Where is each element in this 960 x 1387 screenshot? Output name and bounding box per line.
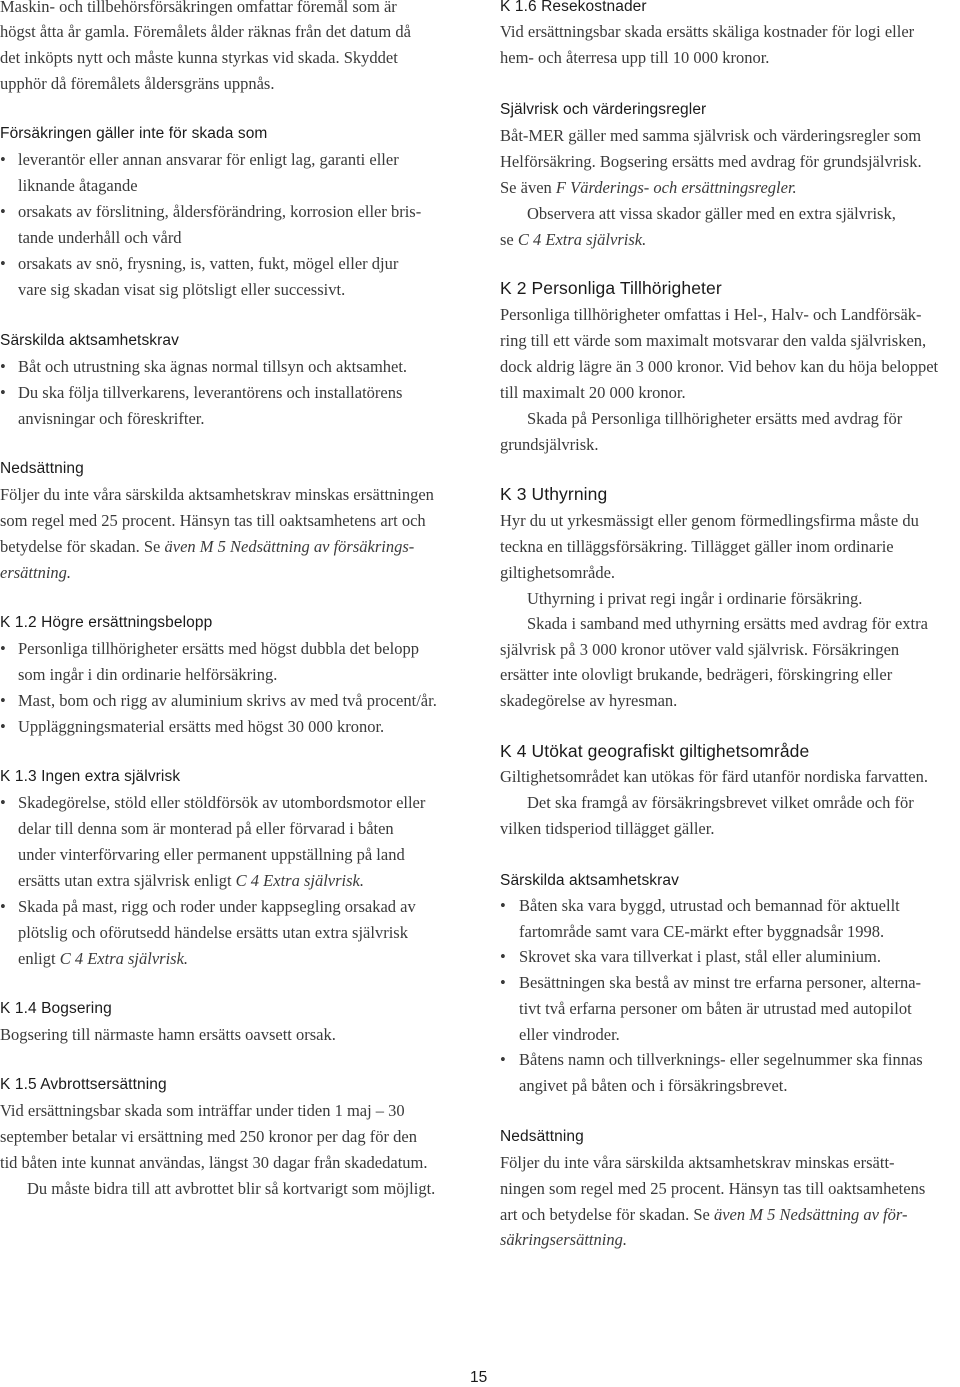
k4-line: Det ska framgå av försäkringsbrevet vilket område och för: [527, 793, 914, 812]
reduction-line: Följer du inte våra särskilda aktsamhetskrav minskas ersätt-: [500, 1153, 895, 1172]
k13-reference: C 4 Extra självrisk.: [235, 871, 364, 890]
deductible-text: Se även: [500, 178, 556, 197]
k13-item-line: Skada på mast, rigg och roder under kappsegling orsakad av: [18, 897, 416, 916]
k16-line: hem- och återresa upp till 10 000 kronor.: [500, 48, 770, 67]
k13-item-line: Skadegörelse, stöld eller stöldförsök av utombordsmotor eller: [18, 793, 426, 812]
bullet: •: [0, 254, 6, 273]
page-number: 15: [470, 1369, 488, 1386]
k13-text: enligt: [18, 949, 60, 968]
reduction-line: Följer du inte våra särskilda aktsamhetskrav minskas ersättningen: [0, 485, 434, 504]
reduction-line: [500, 1205, 907, 1225]
reduction-heading: Nedsättning: [0, 460, 84, 477]
exclusion-item-line: leverantör eller annan ansvarar för enligt lag, garanti eller: [18, 150, 399, 169]
care-item-line: angivet på båten och i försäkringsbrevet.: [519, 1076, 788, 1095]
reduction-text: art och betydelse för skadan. Se: [500, 1205, 714, 1224]
care-item-line: Båten ska vara byggd, utrustad och bemannad för aktuellt: [519, 896, 900, 915]
k2-line: grundsjälvrisk.: [500, 435, 599, 454]
k13-item-line: [18, 871, 364, 891]
exclusion-item-line: liknande åtagande: [18, 176, 138, 195]
k13-text: ersätts utan extra självrisk enligt: [18, 871, 236, 890]
k15-line: Du måste bidra till att avbrottet blir så kortvarigt som möjligt.: [27, 1179, 436, 1198]
k13-item-line: delar till denna som är monterad på eller förvarad i båten: [18, 819, 394, 838]
intro-line: upphör då föremålets åldersgräns uppnås.: [0, 74, 275, 93]
care-item-line: Du ska följa tillverkarens, leverantörens och installatörens: [18, 383, 403, 402]
exclusions-heading: Försäkringen gäller inte för skada som: [0, 125, 268, 142]
k3-line: teckna en tilläggsförsäkring. Tillägget gäller inom ordinarie: [500, 537, 894, 556]
bullet: •: [500, 973, 506, 992]
bullet: •: [0, 691, 6, 710]
k4-line: vilken tidsperiod tillägget gäller.: [500, 819, 715, 838]
k13-reference: C 4 Extra självrisk.: [59, 949, 189, 968]
k14-text: Bogsering till närmaste hamn ersätts oavsett orsak.: [0, 1025, 336, 1044]
k12-heading: K 1.2 Högre ersättningsbelopp: [0, 614, 213, 631]
reduction-text: betydelse för skadan. Se: [0, 537, 165, 556]
k3-line: Skada i samband med uthyrning ersätts med avdrag för extra: [527, 614, 928, 633]
care-heading: Särskilda aktsamhetskrav: [0, 332, 179, 349]
deductible-line: [500, 230, 646, 250]
intro-line: det inköpts nytt och måste kunna styrkas vid skada. Skyddet: [0, 48, 398, 67]
bullet: •: [0, 357, 6, 376]
k12-item-line: Uppläggningsmaterial ersätts med högst 30 000 kronor.: [18, 717, 385, 736]
reduction-line: ningen som regel med 25 procent. Hänsyn tas till oaktsamhetens: [500, 1179, 926, 1198]
k3-line: självrisk på 3 000 kronor utöver vald självrisk. Försäkringen: [500, 640, 900, 659]
intro-line: Maskin- och tillbehörsförsäkringen omfattar föremål som är: [0, 0, 397, 16]
k2-line: Personliga tillhörigheter omfattas i Hel-, Halv- och Landförsäk-: [500, 305, 922, 324]
deductible-reference: C 4 Extra självrisk.: [517, 230, 647, 249]
reduction-line: [0, 537, 414, 557]
bullet: •: [0, 717, 6, 736]
bullet: •: [0, 383, 6, 402]
reduction-reference: säkringsersättning.: [500, 1230, 627, 1249]
k16-line: Vid ersättningsbar skada ersätts skäliga kostnader för logi eller: [500, 22, 915, 41]
k13-item-line: plötslig och oförutsedd händelse ersätts utan extra självrisk: [18, 923, 408, 942]
k3-line: Uthyrning i privat regi ingår i ordinarie försäkring.: [527, 589, 863, 608]
k3-line: giltighetsområde.: [500, 563, 616, 582]
deductible-reference: F Värderings- och ersättningsregler.: [555, 178, 797, 197]
deductible-heading: Självrisk och värderingsregler: [500, 101, 707, 118]
k3-line: skadegörelse av hyresman.: [500, 691, 678, 710]
reduction-reference: ersättning.: [0, 563, 72, 582]
k2-line: Skada på Personliga tillhörigheter ersätts med avdrag för: [527, 409, 903, 428]
deductible-line: [500, 178, 797, 198]
k16-heading: K 1.6 Resekostnader: [500, 0, 647, 15]
intro-line: högst åtta år gamla. Föremålets ålder räknas från det datum då: [0, 22, 411, 41]
care-item-line: Skrovet ska vara tillverkat i plast, stål eller aluminium.: [519, 947, 881, 966]
k2-heading: K 2 Personliga Tillhörigheter: [500, 278, 722, 298]
k4-heading: K 4 Utökat geografiskt giltighetsområde: [500, 741, 810, 761]
k15-heading: K 1.5 Avbrottsersättning: [0, 1076, 167, 1093]
k3-line: ersätter inte olovligt brukande, bedrägeri, förskingring eller: [500, 665, 893, 684]
reduction-heading: Nedsättning: [500, 1128, 584, 1145]
deductible-line: Helförsäkring. Bogsering ersätts med avdrag för grundsjälvrisk.: [500, 152, 922, 171]
reduction-reference: även M 5 Nedsättning av försäkrings-: [164, 537, 415, 556]
bullet: •: [0, 150, 6, 169]
care-item-line: fartområde samt vara CE-märkt efter byggnadsår 1998.: [519, 922, 885, 941]
k3-line: Hyr du ut yrkesmässigt eller genom förmedlingsfirma måste du: [500, 511, 919, 530]
reduction-line: som regel med 25 procent. Hänsyn tas till oaktsamhetens art och: [0, 511, 426, 530]
k2-line: ring till ett värde som maximalt motsvarar den valda självrisken,: [500, 331, 927, 350]
bullet: •: [0, 639, 6, 658]
care-item-line: anvisningar och föreskrifter.: [18, 409, 205, 428]
bullet: •: [0, 897, 6, 916]
care-item-line: Båt och utrustning ska ägnas normal tillsyn och aktsamhet.: [18, 357, 408, 376]
exclusion-item-line: vare sig skadan visat sig plötsligt eller successivt.: [18, 280, 346, 299]
care-heading: Särskilda aktsamhetskrav: [500, 872, 679, 889]
k15-line: september betalar vi ersättning med 250 kronor per dag för den: [0, 1127, 417, 1146]
care-item-line: eller vindroder.: [519, 1025, 620, 1044]
bullet: •: [0, 793, 6, 812]
k2-line: till maximalt 20 000 kronor.: [500, 383, 686, 402]
k4-line: Giltighetsområdet kan utökas för färd utanför nordiska farvatten.: [500, 767, 928, 786]
k12-item-line: Personliga tillhörigheter ersätts med högst dubbla det belopp: [18, 639, 419, 658]
exclusion-item-line: orsakats av förslitning, åldersförändring, korrosion eller bris-: [18, 202, 422, 221]
exclusion-item-line: orsakats av snö, frysning, is, vatten, fukt, mögel eller djur: [18, 254, 399, 273]
k15-line: tid båten inte kunnat användas, längst 30 dagar från skadedatum.: [0, 1153, 428, 1172]
deductible-text: se: [500, 230, 518, 249]
k13-item-line: under vinterförvaring eller permanent uppställning på land: [18, 845, 405, 864]
k2-line: dock aldrig lägre än 3 000 kronor. Vid behov kan du höja beloppet: [500, 357, 939, 376]
k15-line: Vid ersättningsbar skada som inträffar under tiden 1 maj – 30: [0, 1101, 405, 1120]
deductible-line: Observera att vissa skador gäller med en extra självrisk,: [527, 204, 896, 223]
bullet: •: [500, 1050, 506, 1069]
k13-heading: K 1.3 Ingen extra självrisk: [0, 768, 181, 785]
bullet: •: [500, 947, 506, 966]
exclusion-item-line: tande underhåll och vård: [18, 228, 182, 247]
reduction-reference: även M 5 Nedsättning av för-: [713, 1205, 908, 1224]
care-item-line: tivt två erfarna personer om båten är utrustad med autopilot: [519, 999, 912, 1018]
k14-heading: K 1.4 Bogsering: [0, 1000, 112, 1017]
care-item-line: Besättningen ska bestå av minst tre erfarna personer, alterna-: [519, 973, 922, 992]
deductible-line: Båt-MER gäller med samma självrisk och värderingsregler som: [500, 126, 922, 145]
k12-item-line: som ingår i din ordinarie helförsäkring.: [18, 665, 278, 684]
bullet: •: [500, 896, 506, 915]
k13-item-line: [18, 949, 188, 969]
k3-heading: K 3 Uthyrning: [500, 484, 608, 504]
k12-item-line: Mast, bom och rigg av aluminium skrivs av med två procent/år.: [18, 691, 437, 710]
care-item-line: Båtens namn och tillverknings- eller segelnummer ska finnas: [519, 1050, 923, 1069]
bullet: •: [0, 202, 6, 221]
